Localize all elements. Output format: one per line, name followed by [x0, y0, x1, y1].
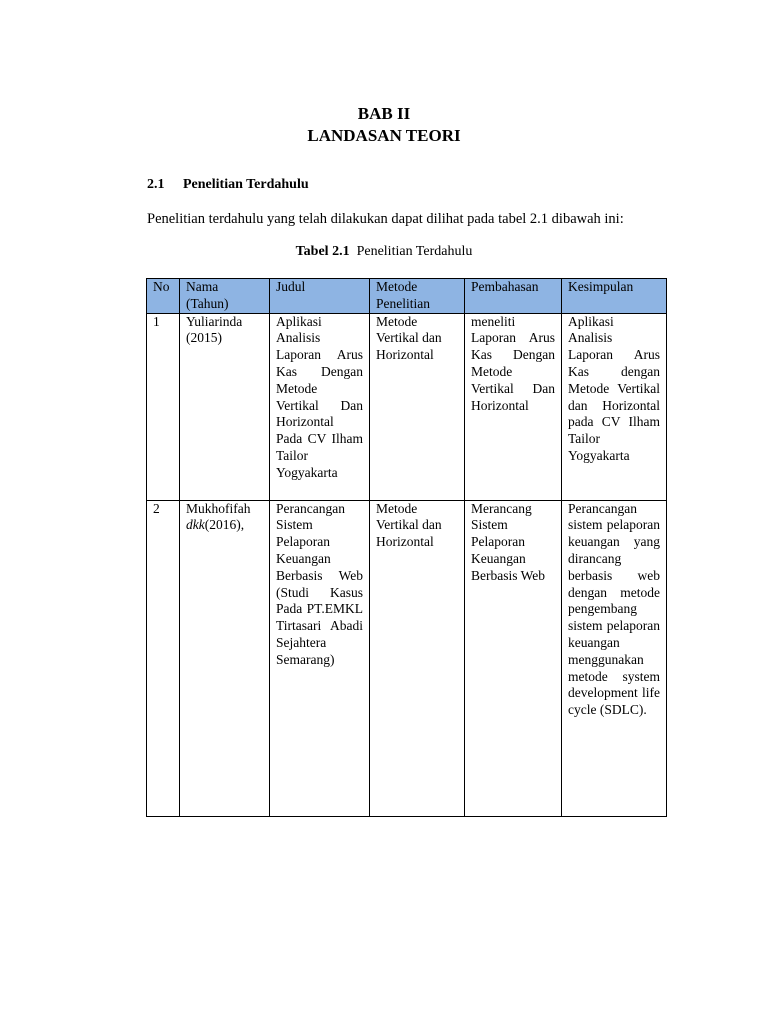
header-kesimpulan: Kesimpulan — [562, 279, 667, 314]
header-no: No — [147, 279, 180, 314]
cell-nama — [180, 500, 270, 816]
chapter-title: LANDASAN TEORI — [307, 126, 461, 145]
section-number: 2.1 — [147, 177, 165, 192]
header-metode: Metode Penelitian — [370, 279, 465, 314]
table-header-row — [147, 279, 667, 314]
cell-nama-italic: dkk — [186, 517, 205, 533]
table-row — [147, 500, 667, 816]
research-table — [146, 278, 667, 817]
cell-judul: Perancangan Sistem Pelaporan Keuangan Berbasis Web (Studi Kasus Pada PT.EMKL Tirtasari Abadi Sejahtera Semarang) — [270, 500, 370, 816]
table-caption — [0, 244, 768, 260]
table-row — [147, 313, 667, 500]
cell-kesimpulan: Perancangan sistem pelaporan keuangan yang dirancang berbasis web dengan metode pengembang sistem pelaporan keuangan menggunakan metode system development life cycle (SDLC). — [562, 500, 667, 816]
cell-metode: Metode Vertikal dan Horizontal — [370, 313, 465, 500]
cell-kesimpulan: Aplikasi Analisis Laporan Arus Kas dengan Metode Vertikal dan Horizontal pada CV Ilham Tailor Yogyakarta — [562, 313, 667, 500]
cell-metode: Metode Vertikal dan Horizontal — [370, 500, 465, 816]
section-heading — [147, 177, 309, 193]
cell-pembahasan: meneliti Laporan Arus Kas Dengan Metode Vertikal Dan Horizontal — [465, 313, 562, 500]
cell-no: 1 — [147, 313, 180, 500]
table-caption-label: Tabel 2.1 — [295, 244, 350, 259]
cell-nama: Yuliarinda (2015) — [180, 313, 270, 500]
header-judul: Judul — [270, 279, 370, 314]
header-pembahasan: Pembahasan — [465, 279, 562, 314]
section-title: Penelitian Terdahulu — [183, 177, 309, 192]
chapter-number: BAB II — [357, 104, 411, 123]
table-caption-text: Penelitian Terdahulu — [356, 244, 473, 259]
intro-paragraph: Penelitian terdahulu yang telah dilakukan dapat dilihat pada tabel 2.1 dibawah ini: — [147, 211, 624, 227]
cell-pembahasan: Merancang Sistem Pelaporan Keuangan Berbasis Web — [465, 500, 562, 816]
header-nama: Nama (Tahun) — [180, 279, 270, 314]
cell-nama-year: (2016), — [204, 517, 245, 533]
cell-judul: Aplikasi Analisis Laporan Arus Kas Dengan Metode Vertikal Dan Horizontal Pada CV Ilham Tailor Yogyakarta — [270, 313, 370, 500]
cell-no: 2 — [147, 500, 180, 816]
cell-nama-author: Mukhofifah — [186, 500, 251, 516]
